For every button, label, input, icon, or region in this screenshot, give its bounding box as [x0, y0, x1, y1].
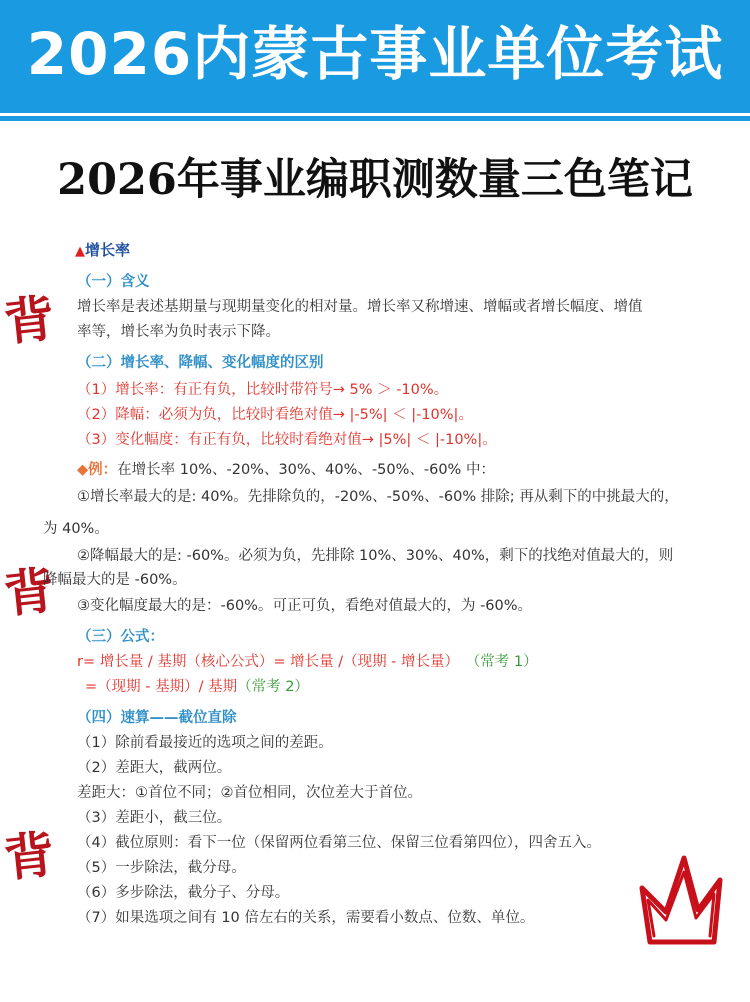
example-2-line-1: ②降幅最大的是: -60%。必须为负，先排除 10%、30%、40%，剩下的找绝对值最大的，则	[77, 548, 674, 564]
example-text: 在增长率 10%、-20%、30%、40%、-50%、-60% 中：	[117, 462, 495, 478]
bei-stamp-2	[1, 558, 58, 625]
part4-line-7: （6）多步除法，截分子、分母。	[77, 885, 290, 901]
bei-stamp-text: 背	[1, 824, 58, 889]
part4-line-3: 差距大：①首位不同；②首位相同，次位差大于首位。	[77, 785, 422, 801]
document-title: 2026年事业编职测数量三色笔记	[57, 155, 693, 205]
bei-stamp-1	[1, 286, 58, 353]
part2-item-3: （3）变化幅度：有正有负，比较时看绝对值→ |5%| ＜ |-10%|。	[77, 432, 497, 448]
bei-stamp-text: 背	[1, 560, 58, 625]
example-1-line-1: ①增长率最大的是: 40%。先排除负的，-20%、-50%、-60% 排除; 再从剩下的中挑最大的，	[77, 489, 679, 505]
example-label: ◆例：	[77, 462, 118, 478]
part1-heading: （一）含义	[77, 274, 150, 290]
formula-1-note: （常考 1）	[473, 654, 538, 670]
part3-heading: （三）公式：	[77, 629, 164, 645]
example-1-line-2: 为 40%。	[43, 521, 109, 537]
formula-1	[77, 652, 538, 672]
section-title: 增长率	[85, 241, 131, 259]
example-3: ③变化幅度最大的是：-60%。可正可负，看绝对值最大的，为 -60%。	[77, 598, 533, 614]
banner-title: 2026内蒙古事业单位考试	[26, 20, 724, 88]
crown-icon	[636, 850, 728, 950]
bei-stamp-3	[1, 822, 58, 889]
formula-1-text: r= 增长量 / 基期（核心公式）= 增长量 /（现期 - 增长量）	[77, 654, 460, 670]
part1-line-2: 率等，增长率为负时表示下降。	[77, 324, 280, 340]
part2-item-2: （2）降幅：必须为负，比较时看绝对值→ |-5%| ＜ |-10%|。	[77, 407, 473, 423]
part4-line-4: （3）差距小，截三位。	[77, 810, 232, 826]
part2-item-1: （1）增长率：有正有负，比较时带符号→ 5% ＞ -10%。	[77, 382, 449, 398]
example-2-line-2: 降幅最大的是 -60%。	[43, 572, 187, 588]
part4-heading: （四）速算——截位直除	[77, 710, 237, 726]
example-line	[77, 460, 495, 480]
triangle-icon: ▲	[75, 244, 85, 259]
formula-2-text: =（现期 - 基期）/ 基期	[85, 679, 238, 695]
part1-line-1: 增长率是表述基期量与现期量变化的相对量。增长率又称增速、增幅或者增长幅度、增值	[77, 299, 643, 315]
formula-2	[85, 677, 309, 697]
section-header	[75, 240, 130, 262]
bei-stamp-text: 背	[1, 288, 58, 353]
banner-divider	[0, 116, 750, 121]
part4-line-5: （4）截位原则：看下一位（保留两位看第三位、保留三位看第四位），四舍五入。	[77, 835, 601, 851]
part2-heading: （二）增长率、降幅、变化幅度的区别	[77, 355, 324, 371]
formula-2-note: （常考 2）	[237, 679, 309, 695]
part4-line-8: （7）如果选项之间有 10 倍左右的关系，需要看小数点、位数、单位。	[77, 910, 535, 926]
part4-line-2: （2）差距大，截两位。	[77, 760, 232, 776]
part4-line-6: （5）一步除法，截分母。	[77, 860, 246, 876]
part4-line-1: （1）除前看最接近的选项之间的差距。	[77, 735, 333, 751]
